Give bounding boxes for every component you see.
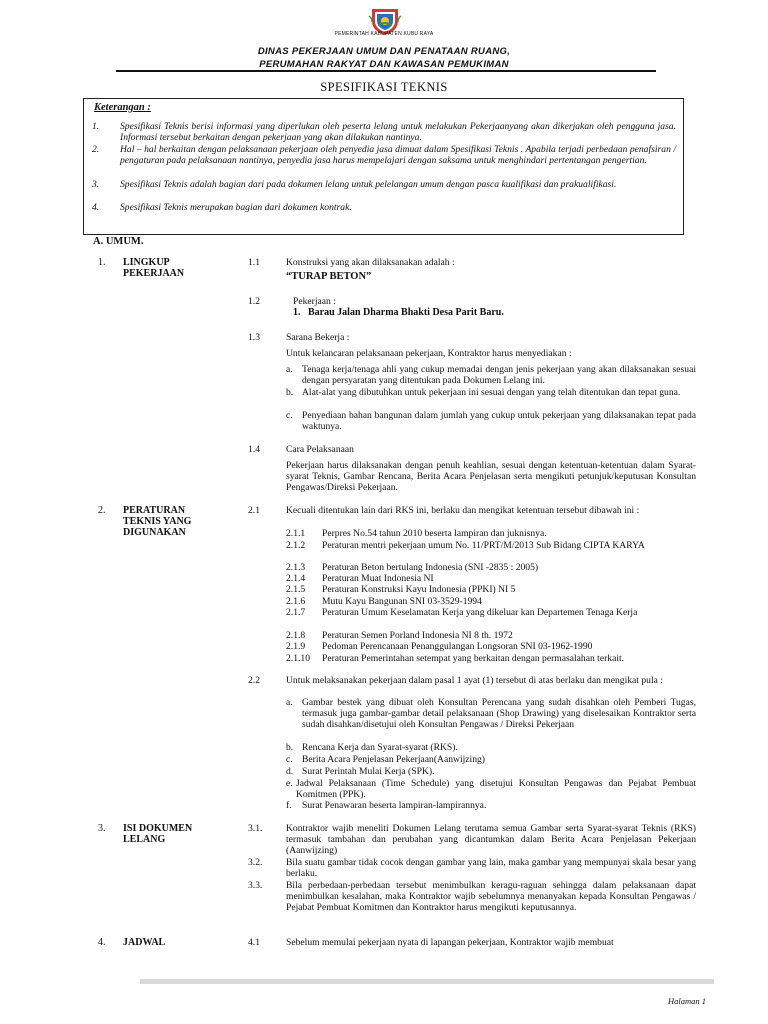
list-item: b. Alat-alat yang dibutuhkan untuk pekerjaan ini sesuai dengan yang telah ditentukan dan tepat guna. xyxy=(286,387,681,398)
clause-number: 4.1 xyxy=(248,937,260,948)
list-item: a. Tenaga kerja/tenaga ahli yang cukup memadai dengan jenis pekerjaan yang akan dilaksanakan sesuai dengan persyaratan yang ditentukan pada Dokumen Lelang ini. xyxy=(286,364,696,387)
section-3-number: 3. xyxy=(98,823,106,834)
list-item: e. Jadwal Pelaksanaan (Time Schedule) yang disetujui Konsultan Pengawas dan Pejabat Pembuat Komitmen (PPK). xyxy=(286,778,696,801)
section-4-number: 4. xyxy=(98,937,106,948)
header-rule xyxy=(116,70,656,72)
notes-box xyxy=(83,98,684,235)
regulation-item: 2.1.3 Peraturan Beton bertulang Indonesia (SNI -2835 : 2005) xyxy=(286,562,539,573)
clause-number: 1.2 xyxy=(248,296,260,307)
work-item-name: Barau Jalan Dharma Bhakti Desa Parit Baru. xyxy=(308,307,504,318)
work-item-number: 1. xyxy=(293,307,301,318)
regulation-item: 2.1.9 Pedoman Perencanaan Penanggulangan Longsoran SNI 03-1962-1990 xyxy=(286,641,593,652)
note-item: 4. Spesifikasi Teknis merupakan bagian dari dokumen kontrak. xyxy=(92,202,352,213)
clause-number: 2.1 xyxy=(248,505,260,516)
regulation-item: 2.1.7 Peraturan Umum Keselamatan Kerja yang dikeluar kan Departemen Tenaga Kerja xyxy=(286,607,638,618)
note-item: 1. Spesifikasi Teknis berisi informasi yang diperlukan oleh peserta lelang untuk melakukan Pekerjaanyang akan dikerjakan oleh pengguna jasa. Informasi tersebut berkaitan dengan pekerjaan yang akan dilakukan nantinya. xyxy=(92,121,676,144)
list-item: c. Berita Acara Penjelasan Pekerjaan(Aanwijzing) xyxy=(286,754,486,765)
list-item: a. Gambar bestek yang dibuat oleh Konsultan Perencana yang sudah disahkan oleh Pemberi Tugas, termasuk juga gambar-gambar detail pelaksanaan (Shop Drawing) yang diselesaikan Kontraktor serta sudah disahkan/disetujui oleh Konsultan Pengawas / Direksi Pekerjaan xyxy=(286,697,696,731)
clause-text: Sarana Bekerja : xyxy=(286,332,350,343)
list-item: 3.3. Bila perbedaan-perbedaan tersebut menimbulkan keragu-raguan sehingga dalam pelaksanaan dapat menimbulkan kesalahan, maka Kontraktor wajib sebelumnya menanyakan kepada Konsultan Pengawas / Pejabat Pembuat Komitmen dan Kontraktor harus mengikuti keputusannya. xyxy=(248,880,696,914)
project-name: “TURAP BETON” xyxy=(286,271,372,282)
regulation-item: 2.1.2 Peraturan mentri pekerjaan umum No. 11/PRT/M/2013 Sub Bidang CIPTA KARYA xyxy=(286,540,645,551)
clause-text: Konstruksi yang akan dilaksanakan adalah : xyxy=(286,257,455,268)
regulation-item: 2.1.1 Perpres No.54 tahun 2010 beserta lampiran dan juknisnya. xyxy=(286,528,547,539)
page-number: Halaman 1 xyxy=(667,996,706,1006)
list-item: d. Surat Perintah Mulai Kerja (SPK). xyxy=(286,766,435,777)
regulation-item: 2.1.4 Peraturan Muat Indonesia NI xyxy=(286,573,434,584)
clause-number: 1.3 xyxy=(248,332,260,343)
notes-heading: Keterangan : xyxy=(94,102,151,113)
section-4-heading: JADWAL xyxy=(123,937,166,948)
clause-intro: Untuk kelancaran pelaksanaan pekerjaan, Kontraktor harus menyediakan : xyxy=(286,348,572,359)
clause-text: Sebelum memulai pekerjaan nyata di lapangan pekerjaan, Kontraktor wajib membuat xyxy=(286,937,614,948)
list-item: c. Penyediaan bahan bangunan dalam jumlah yang cukup untuk pekerjaan yang dilaksanakan tepat pada waktunya. xyxy=(286,410,696,433)
list-item: 3.2. Bila suatu gambar tidak cocok dengan gambar yang lain, maka gambar yang mempunyai skala besar yang berlaku. xyxy=(248,857,696,880)
regulation-item: 2.1.5 Peraturan Konstruksi Kayu Indonesia (PPKI) NI 5 xyxy=(286,584,516,595)
section-3-heading: ISI DOKUMEN LELANG xyxy=(123,823,193,845)
section-2-heading: PERATURAN TEKNIS YANG DIGUNAKAN xyxy=(123,505,192,538)
section-2-number: 2. xyxy=(98,505,106,516)
regulation-item: 2.1.6 Mutu Kayu Bangunan SNI 03-3529-1994 xyxy=(286,596,482,607)
list-item: f. Surat Penawaran beserta lampiran-lampirannya. xyxy=(286,800,487,811)
regulation-item: 2.1.10 Peraturan Pemerintahan setempat yang berkaitan dengan permasalahan terkait. xyxy=(286,653,625,664)
regulation-item: 2.1.8 Peraturan Semen Porland Indonesia NI 8 th. 1972 xyxy=(286,630,513,641)
footer-bar xyxy=(140,979,714,984)
document-title: SPESIFIKASI TEKNIS xyxy=(320,80,448,94)
clause-body: Pekerjaan harus dilaksanakan dengan penuh keahlian, sesuai dengan ketentuan-ketentuan dalam Syarat-syarat Teknis, Gambar Rencana, Berita Acara Penjelasan serta mengikuti petunjuk/keputusan Konsultan Pengawas/Direksi Pekerjaan. xyxy=(286,460,696,494)
clause-number: 2.2 xyxy=(248,675,260,686)
clause-number: 1.1 xyxy=(248,257,260,268)
department-line-2: PERUMAHAN RAKYAT DAN KAWASAN PEMUKIMAN xyxy=(259,59,509,70)
government-line: PEMERINTAH KABUPATEN KUBU RAYA xyxy=(334,31,434,37)
list-item: b. Rencana Kerja dan Syarat-syarat (RKS). xyxy=(286,742,458,753)
clause-text: Untuk melaksanakan pekerjaan dalam pasal 1 ayat (1) tersebut di atas berlaku dan mengikat pula : xyxy=(286,675,663,686)
clause-text: Pekerjaan : xyxy=(293,296,336,307)
section-1-number: 1. xyxy=(98,257,106,268)
note-item: 2. Hal – hal berkaitan dengan pelaksanaan pekerjaan oleh penyedia jasa dimuat dalam Spesifikasi Teknis . Apabila terjadi perbedaan penafsiran / pengaturan pada pelaksanaan nantinya, penyedia jasa harus mempelajari dengan saksama untuk menghindari pertentangan pengertian. xyxy=(92,144,676,167)
clause-number: 1.4 xyxy=(248,444,260,455)
clause-text: Cara Pelaksanaan xyxy=(286,444,354,455)
section-a-heading: A. UMUM. xyxy=(93,236,144,247)
department-line-1: DINAS PEKERJAAN UMUM DAN PENATAAN RUANG, xyxy=(257,46,511,57)
note-item: 3. Spesifikasi Teknis adalah bagian dari pada dokumen lelang untuk pelelangan umum dengan pasca kualifikasi dan prakualifikasi. xyxy=(92,179,617,190)
list-item: 3.1. Kontraktor wajib meneliti Dokumen Lelang terutama semua Gambar serta Syarat-syarat Teknis (RKS) termasuk tambahan dan perubahan yang dicantumkan dalam Berita Acara Penjelasan Pekerjaan (Aanwijzing) xyxy=(248,823,696,857)
clause-text: Kecuali ditentukan lain dari RKS ini, berlaku dan mengikat ketentuan tersebut dibawah ini : xyxy=(286,505,640,516)
section-1-heading: LINGKUP PEKERJAAN xyxy=(123,257,185,279)
